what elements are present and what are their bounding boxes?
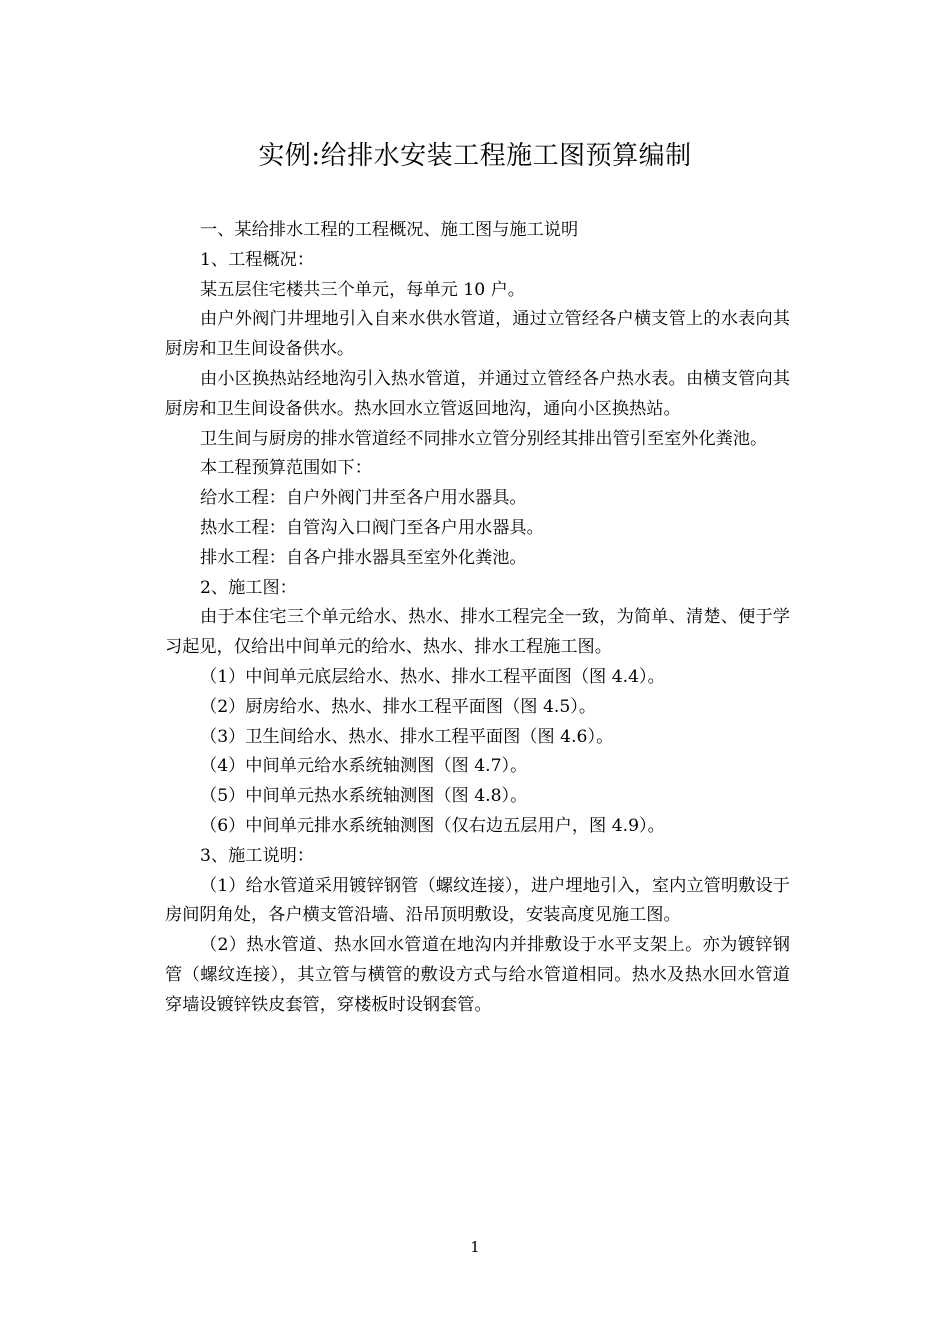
paragraph: 热水工程：自管沟入口阀门至各户用水器具。: [200, 517, 544, 538]
paragraph: 由户外阀门井埋地引入自来水供水管道，通过立管经各户横支管上的水表向其厨房和卫生间设备供水。: [165, 309, 790, 360]
list-item: （6）中间单元排水系统轴测图（仅右边五层用户，图 4.9）。: [200, 815, 665, 836]
document-body: [165, 216, 790, 1021]
paragraph: 卫生间与厨房的排水管道经不同排水立管分别经其排出管引至室外化粪池。: [200, 428, 768, 449]
list-item: （3）卫生间给水、热水、排水工程平面图（图 4.6）。: [200, 726, 614, 747]
paragraph: 给水工程：自户外阀门井至各户用水器具。: [200, 488, 527, 509]
page-number: 1: [470, 1238, 480, 1256]
subsection-heading: 2、施工图：: [200, 577, 297, 598]
paragraph: 由于本住宅三个单元给水、热水、排水工程完全一致，为简单、清楚、便于学习起见，仅给出中间单元的给水、热水、排水工程施工图。: [165, 607, 790, 658]
list-item: （2）厨房给水、热水、排水工程平面图（图 4.5）。: [200, 696, 597, 717]
document-title: 实例:给排水安装工程施工图预算编制: [258, 141, 692, 171]
list-item: （1）中间单元底层给水、热水、排水工程平面图（图 4.4）。: [200, 666, 665, 687]
list-item: （4）中间单元给水系统轴测图（图 4.7）。: [200, 756, 528, 777]
paragraph: 排水工程：自各户排水器具至室外化粪池。: [200, 547, 527, 568]
paragraph: 某五层住宅楼共三个单元，每单元 10 户。: [200, 279, 525, 300]
list-item: （5）中间单元热水系统轴测图（图 4.8）。: [200, 786, 528, 807]
subsection-heading: 1、工程概况：: [200, 249, 315, 270]
paragraph: 本工程预算范围如下：: [200, 458, 372, 479]
paragraph: （2）热水管道、热水回水管道在地沟内并排敷设于水平支架上。亦为镀锌钢管（螺纹连接），其立管与横管的敷设方式与给水管道相同。热水及热水回水管道穿墙设镀锌铁皮套管，穿楼板时设钢套管。: [165, 935, 790, 1015]
paragraph: 由小区换热站经地沟引入热水管道，并通过立管经各户热水表。由横支管向其厨房和卫生间设备供水。热水回水立管返回地沟，通向小区换热站。: [165, 368, 790, 419]
paragraph: （1）给水管道采用镀锌钢管（螺纹连接），进户埋地引入，室内立管明敷设于房间阴角处，各户横支管沿墙、沿吊顶明敷设，安装高度见施工图。: [165, 875, 790, 926]
section-heading: 一、某给排水工程的工程概况、施工图与施工说明: [200, 220, 579, 240]
subsection-heading: 3、施工说明：: [200, 845, 315, 866]
